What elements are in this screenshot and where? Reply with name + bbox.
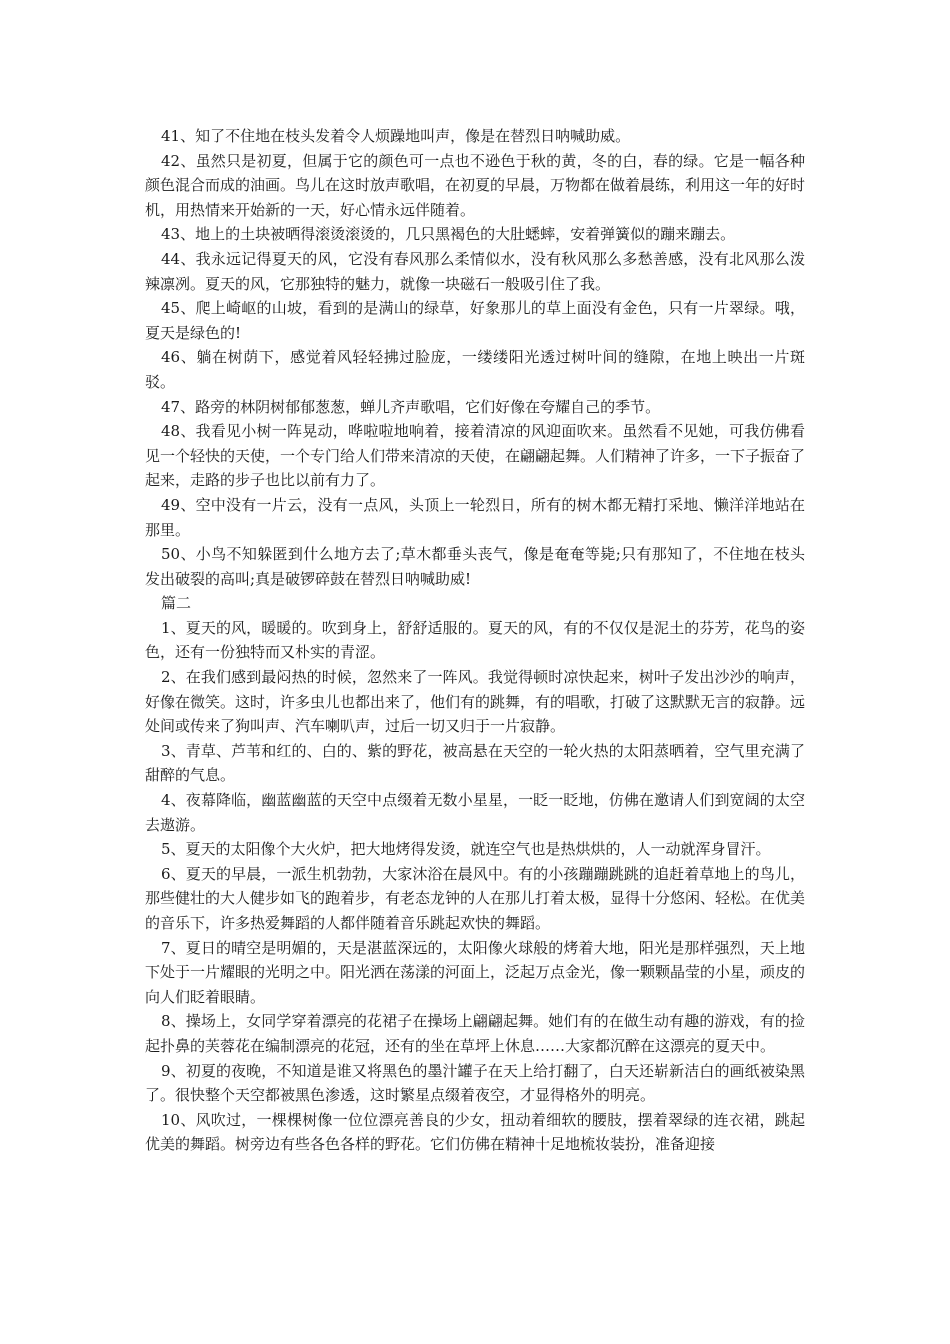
paragraph-46: 46、躺在树荫下，感觉着风轻轻拂过脸庞，一缕缕阳光透过树叶间的缝隙，在地上映出一片斑驳。 [145,348,805,391]
paragraph-41: 41、知了不住地在枝头发着令人烦躁地叫声，像是在替烈日呐喊助威。 [161,127,631,145]
paragraph-45: 45、爬上崎岖的山坡，看到的是满山的绿草，好象那儿的草上面没有金色，只有一片翠绿。哦，夏天是绿色的! [145,299,805,342]
paragraph-43: 43、地上的土块被晒得滚烫滚烫的，几只黑褐色的大肚蟋蟀，安着弹簧似的蹦来蹦去。 [161,225,736,244]
section-paragraph-3: 3、青草、芦苇和红的、白的、紫的野花，被高悬在天空的一轮火热的太阳蒸晒着，空气里充满了甜醉的气息。 [145,741,805,785]
section-paragraph-5: 5、夏天的太阳像个大火炉，把大地烤得发烫，就连空气也是热烘烘的，人一动就浑身冒汗。 [161,840,771,859]
paragraph-49: 49、空中没有一片云，没有一点风，头顶上一轮烈日，所有的树木都无精打采地、懒洋洋地站在那里。 [145,495,805,539]
section-heading: 篇二 [161,594,192,613]
paragraph-50: 50、小鸟不知躲匿到什么地方去了;草木都垂头丧气，像是奄奄等毙;只有那知了，不住地在枝头发出破裂的高叫;真是破锣碎鼓在替烈日呐喊助威! [145,545,805,588]
paragraph-44: 44、我永远记得夏天的风，它没有春风那么柔情似水，没有秋风那么多愁善感，没有北风那么泼辣凛冽。夏天的风，它那独特的魅力，就像一块磁石一般吸引住了我。 [145,249,805,293]
section-paragraph-6: 6、夏天的早晨，一派生机勃勃，大家沐浴在晨风中。有的小孩蹦蹦跳跳的追赶着草地上的鸟儿，那些健壮的大人健步如飞的跑着步，有老态龙钟的人在那儿打着太极，显得十分悠闲、轻松。在优美的音乐下，许多热爱舞蹈的人都伴随着音乐跳起欢快的舞蹈。 [145,864,806,932]
paragraph-42: 42、虽然只是初夏，但属于它的颜色可一点也不逊色于秋的黄，冬的白，春的绿。它是一幅各种颜色混合而成的油画。鸟儿在这时放声歌唱，在初夏的早晨，万物都在做着晨练，利用这一年的好时机，用热情来开始新的一天，好心情永远伴随着。 [145,151,806,219]
section-paragraph-10: 10、风吹过，一棵棵树像一位位漂亮善良的少女，扭动着细软的腰肢，摆着翠绿的连衣裙，跳起优美的舞蹈。树旁边有些各色各样的野花。它们仿佛在精神十足地梳妆装扮，准备迎接 [145,1110,805,1154]
section-paragraph-9: 9、初夏的夜晚，不知道是谁又将黑色的墨汁罐子在天上给打翻了，白天还崭新洁白的画纸被染黑了。很快整个天空都被黑色渗透，这时繁星点缀着夜空，才显得格外的明亮。 [145,1061,805,1105]
section-paragraph-7: 7、夏日的晴空是明媚的，天是湛蓝深远的，太阳像火球般的烤着大地，阳光是那样强烈，天上地下处于一片耀眼的光明之中。阳光洒在荡漾的河面上，泛起万点金光，像一颗颗晶莹的小星，顽皮的向人们眨着眼睛。 [145,938,806,1006]
paragraph-48: 48、我看见小树一阵晃动，哗啦啦地响着，接着清凉的风迎面吹来。虽然看不见她，可我仿佛看见一个轻快的天使，一个专门给人们带来清凉的天使，在翩翩起舞。人们精神了许多，一下子振奋了起来，走路的步子也比以前有力了。 [145,422,806,490]
document-body [145,124,805,1157]
section-paragraph-4: 4、夜幕降临，幽蓝幽蓝的天空中点缀着无数小星星，一眨一眨地，仿佛在邀请人们到宽阔的太空去遨游。 [145,791,805,834]
paragraph-47: 47、路旁的林阴树郁郁葱葱，蝉儿齐声歌唱，它们好像在夸耀自己的季节。 [161,397,661,416]
section-paragraph-8: 8、操场上，女同学穿着漂亮的花裙子在操场上翩翩起舞。她们有的在做生动有趣的游戏，有的捡起扑鼻的芙蓉花在编制漂亮的花冠，还有的坐在草坪上休息……大家都沉醉在这漂亮的夏天中。 [145,1012,805,1055]
section-paragraph-2: 2、在我们感到最闷热的时候，忽然来了一阵风。我觉得顿时凉快起来，树叶子发出沙沙的响声，好像在微笑。这时，许多虫儿也都出来了，他们有的跳舞，有的唱歌，打破了这默默无言的寂静。远处间或传来了狗叫声、汽车喇叭声，过后一切又归于一片寂静。 [145,668,806,736]
section-paragraph-1: 1、夏天的风，暖暖的。吹到身上，舒舒适服的。夏天的风，有的不仅仅是泥土的芬芳，花鸟的姿色，还有一份独特而又朴实的青涩。 [145,618,805,662]
